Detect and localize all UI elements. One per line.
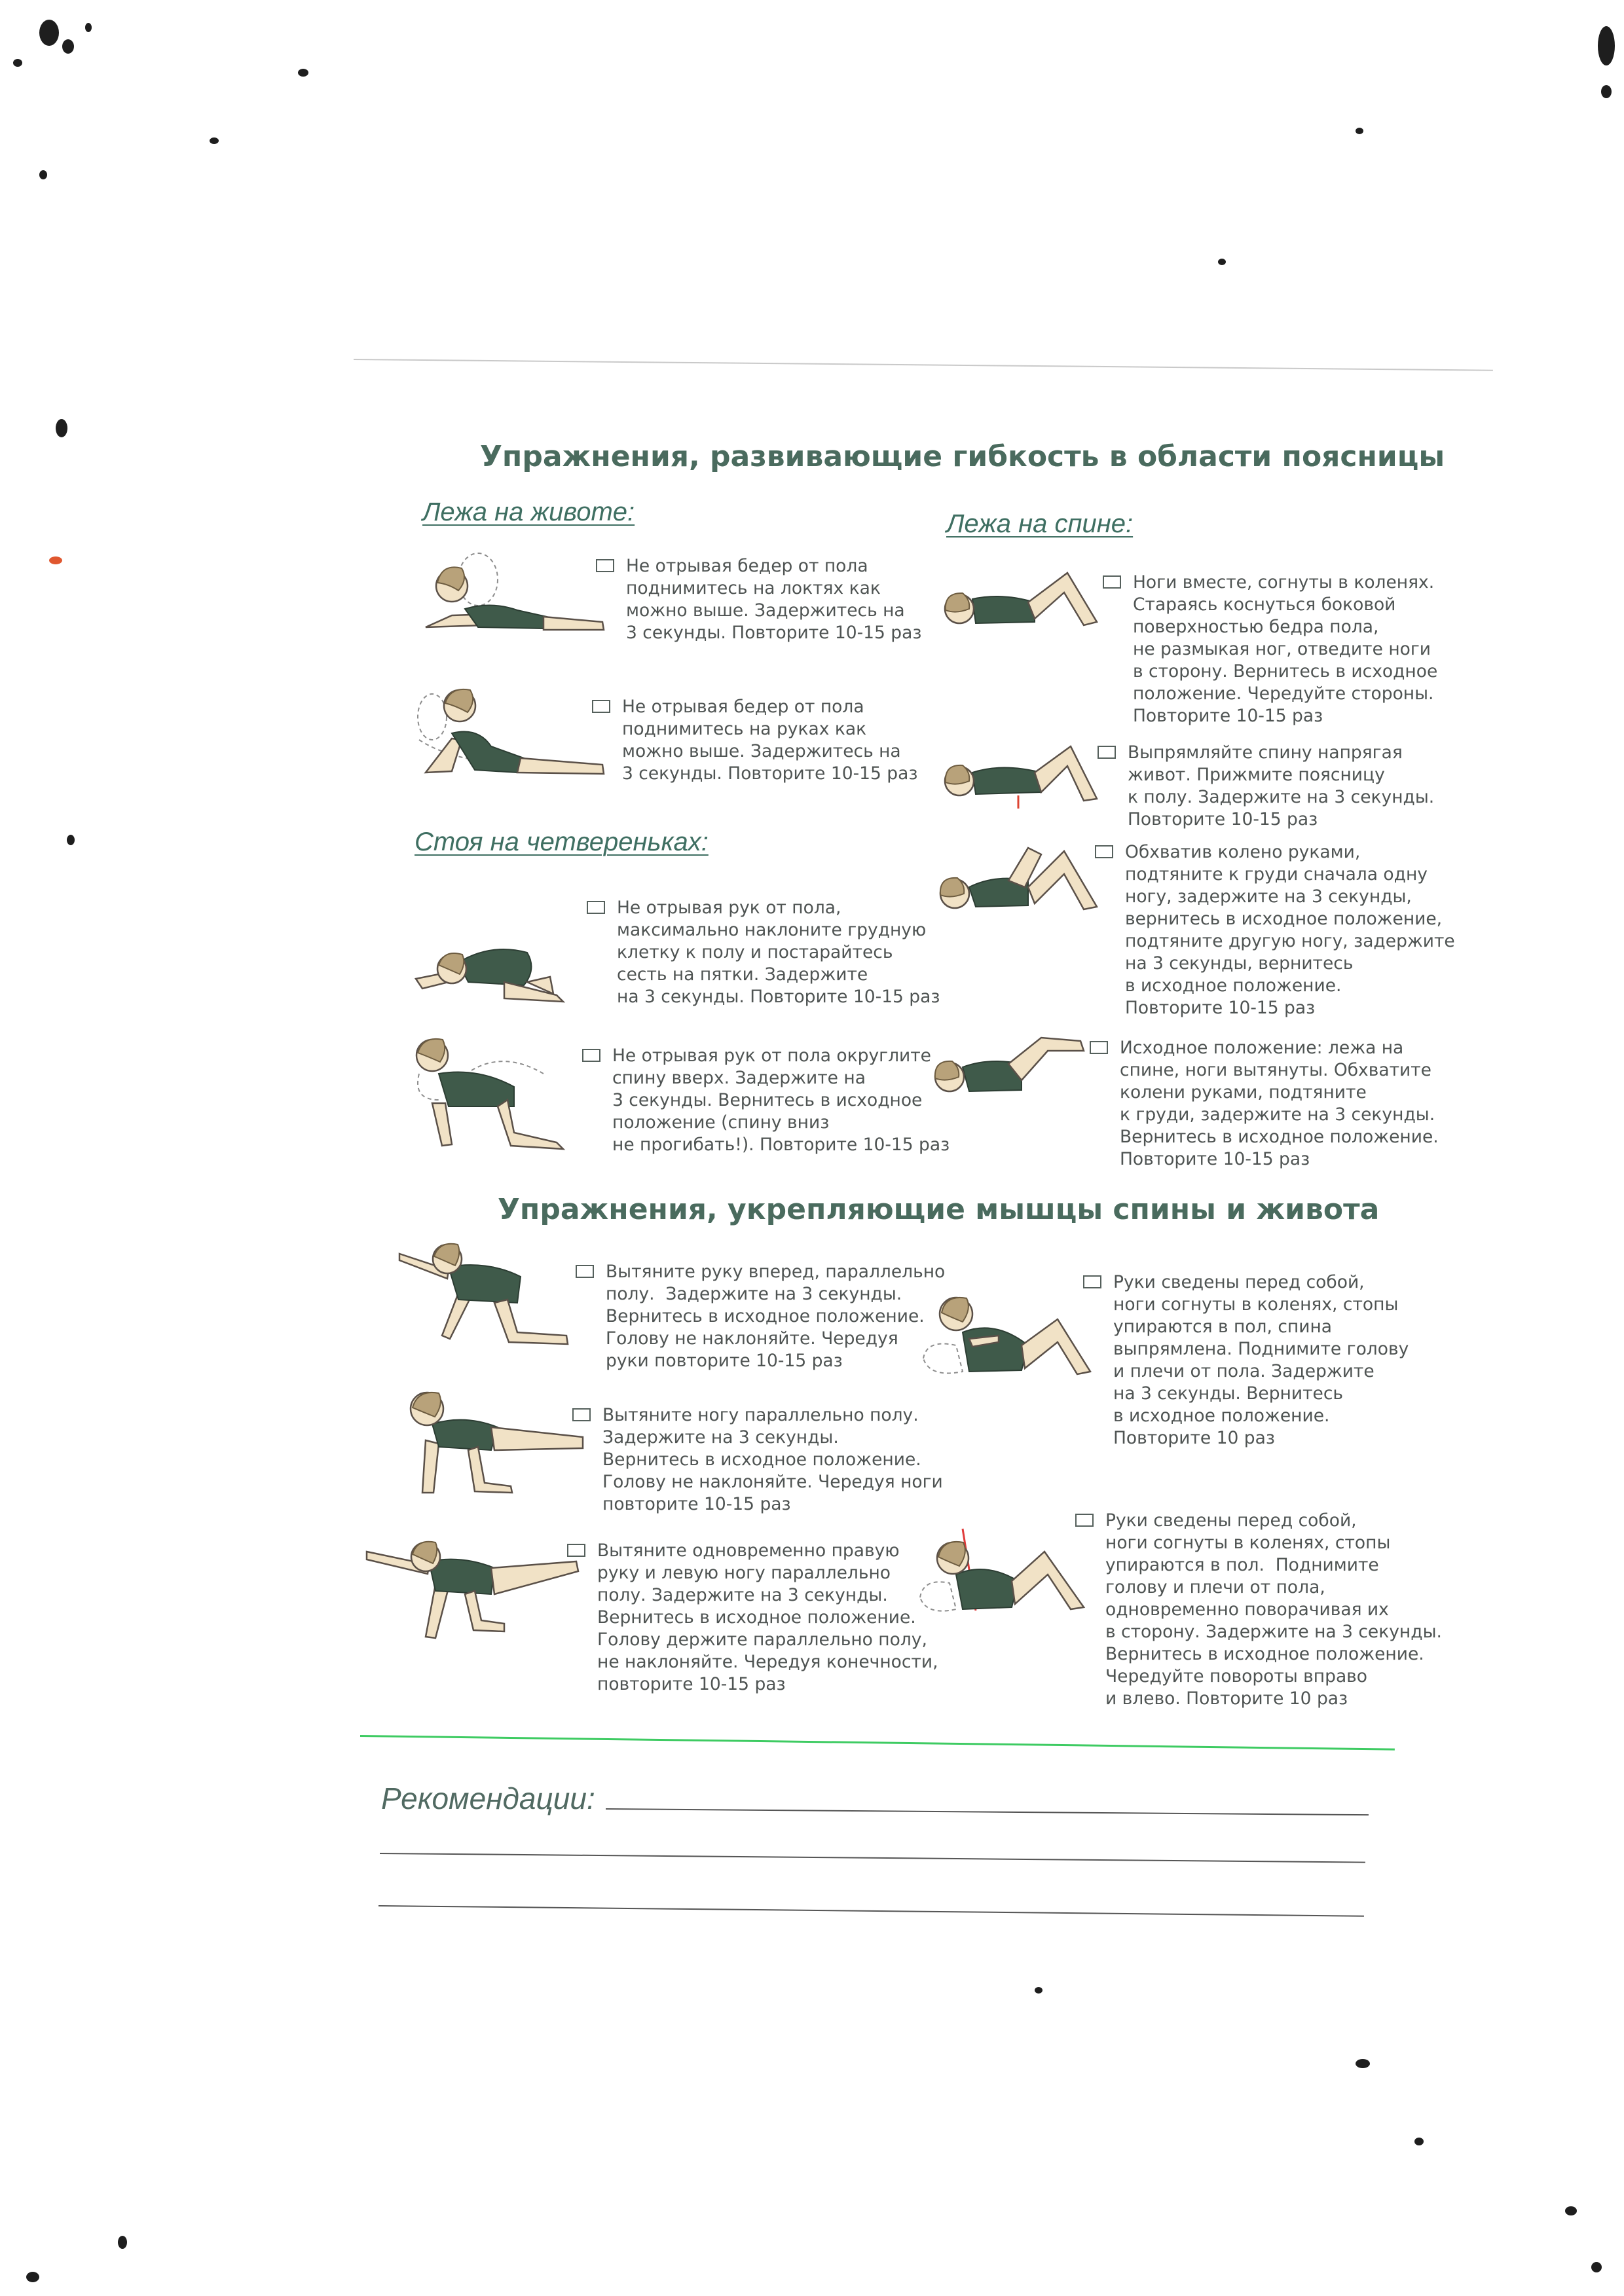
checkbox[interactable]	[592, 700, 610, 713]
speck	[1565, 2206, 1577, 2215]
checkbox[interactable]	[576, 1265, 594, 1278]
ex-strength-left-3-text[interactable]	[597, 1540, 938, 1696]
ex-strength-right-2-text[interactable]	[1105, 1510, 1442, 1710]
ex-text: Обхватив колено руками, подтяните к груди сначала одну ногу, задержите на 3 секунды, вернитесь в исходное положение, подтяните другую ногу, задержите на 3 секунды, вернитесь в исходное положение. Повторите 10-15 раз	[1125, 842, 1455, 1018]
ex-strength-right-1-text[interactable]	[1113, 1271, 1409, 1449]
speck	[1356, 128, 1363, 134]
ex-text: Вытяните одновременно правую руку и левую ногу параллельно полу. Задержите на 3 секунды. Вернитесь в исходное положение. Голову держите параллельно полу, не наклоняйте. Чередуя конечности, повторите 10-15 раз	[597, 1540, 938, 1694]
subhead-lying-back: Лежа на спине:	[946, 509, 1134, 538]
ex-text: Не отрывая рук от пола округлите спину вверх. Задержите на 3 секунды. Вернитесь в исходное положение (спину вниз не прогибать!). Повторите 10-15 раз	[612, 1046, 950, 1155]
figure-pelvic-tilt	[936, 737, 1107, 815]
ex-stomach-1-text[interactable]	[626, 555, 921, 644]
ex-back-3-text[interactable]	[1125, 841, 1455, 1019]
speck	[210, 137, 219, 144]
speck	[1356, 2059, 1370, 2068]
speck	[39, 20, 59, 46]
title-flexibility: Упражнения, развивающие гибкость в области поясницы	[480, 440, 1445, 473]
ex-stomach-2-text[interactable]	[622, 696, 917, 785]
ex-text: Ноги вместе, согнуты в коленях. Стараясь коснуться боковой поверхностью бедра пола, не размыкая ног, отведите ноги в сторону. Вернитесь в исходное положение. Чередуйте стороны. Повторите 10-15 раз	[1133, 572, 1438, 726]
recommendations-label: Рекомендации:	[381, 1781, 595, 1815]
checkbox[interactable]	[1083, 1275, 1101, 1288]
figure-single-knee-hug	[930, 841, 1107, 926]
subhead-all-fours: Стоя на четвереньках:	[415, 828, 709, 856]
figure-superman	[363, 1539, 580, 1643]
checkbox[interactable]	[1095, 845, 1113, 858]
figure-leg-raise	[393, 1388, 589, 1499]
speck	[67, 835, 75, 845]
figure-cat-back	[399, 1034, 583, 1152]
speck	[85, 23, 92, 32]
checkbox[interactable]	[1090, 1041, 1108, 1054]
title-strength: Упражнения, укрепляющие мышцы спины и живота	[498, 1193, 1380, 1226]
checkbox[interactable]	[1075, 1514, 1094, 1527]
figure-arm-raise	[396, 1241, 580, 1345]
ex-text: Исходное положение: лежа на спине, ноги вытянуты. Обхватите колени руками, подтяните к груди, задержите на 3 секунды. Вернитесь в исходное положение. Повторите 10-15 раз	[1120, 1038, 1439, 1169]
figure-prone-hands	[413, 681, 609, 786]
checkbox[interactable]	[1103, 575, 1121, 589]
checkbox[interactable]	[582, 1049, 600, 1062]
ex-strength-left-2-text[interactable]	[602, 1404, 943, 1516]
speck	[118, 2236, 127, 2249]
ex-text: Выпрямляйте спину напрягая живот. Прижмите поясницу к полу. Задержите на 3 секунды. Повторите 10-15 раз	[1128, 742, 1435, 829]
ex-strength-left-1-text[interactable]	[606, 1261, 945, 1372]
figure-double-knee-hug	[923, 1031, 1100, 1103]
ex-back-1-text[interactable]	[1133, 572, 1437, 727]
speck	[1591, 2262, 1602, 2272]
green-divider	[360, 1735, 1395, 1751]
ex-text: Не отрывая бедер от пола поднимитесь на локтях как можно выше. Задержитесь на 3 секунды. Повторите 10-15 раз	[626, 556, 922, 643]
speck	[1414, 2138, 1424, 2145]
ex-text: Руки сведены перед собой, ноги согнуты в коленях, стопы упираются в пол. Поднимите голову и плечи от пола, одновременно поворачивая их в сторону. Задержите на 3 секунды. Вернитесь в исходное положение. Чередуйте повороты вправо и влево. Повторите 10 раз	[1105, 1510, 1442, 1709]
recommendations-line-2[interactable]	[380, 1853, 1365, 1863]
speck	[1598, 26, 1615, 65]
recommendations-line-3[interactable]	[378, 1905, 1364, 1917]
ex-text: Вытяните ногу параллельно полу. Задержите на 3 секунды. Вернитесь в исходное положение. Голову не наклоняйте. Чередуя ноги повторите 10-15 раз	[602, 1405, 943, 1514]
subhead-lying-stomach: Лежа на животе:	[422, 498, 635, 526]
ex-text: Не отрывая бедер от пола поднимитесь на руках как можно выше. Задержитесь на 3 секунды. Повторите 10-15 раз	[622, 697, 918, 784]
ex-text: Не отрывая рук от пола, максимально наклоните грудную клетку к полу и постарайтесь сесть на пятки. Задержите на 3 секунды. Повторите 10-15 раз	[617, 898, 940, 1007]
ex-fours-1-text[interactable]	[617, 897, 940, 1008]
recommendations-line-1[interactable]	[606, 1808, 1369, 1815]
checkbox[interactable]	[1098, 746, 1116, 759]
ex-back-4-text[interactable]	[1120, 1037, 1439, 1171]
checkbox[interactable]	[572, 1408, 591, 1421]
speck	[26, 2272, 39, 2282]
speck	[1035, 1987, 1043, 1994]
ex-text: Руки сведены перед собой, ноги согнуты в коленях, стопы упираются в пол, спина выпрямлена. Поднимите голову и плечи от пола. Задержите на 3 секунды. Вернитесь в исходное положение. Повторите 10 раз	[1113, 1272, 1409, 1448]
figure-child-pose	[406, 917, 576, 1015]
ex-back-2-text[interactable]	[1128, 742, 1434, 831]
ex-fours-2-text[interactable]	[612, 1045, 950, 1156]
figure-crunch	[917, 1293, 1094, 1391]
speck	[49, 556, 62, 564]
top-divider	[354, 359, 1493, 371]
speck	[56, 419, 67, 437]
speck	[1601, 85, 1612, 98]
ex-text: Вытяните руку вперед, параллельно полу. Задержите на 3 секунды. Вернитесь в исходное положение. Голову не наклоняйте. Чередуя руки повторите 10-15 раз	[606, 1262, 946, 1371]
speck	[298, 69, 308, 77]
speck	[1218, 259, 1226, 265]
figure-knee-rotation	[936, 563, 1107, 635]
speck	[39, 170, 47, 179]
checkbox[interactable]	[587, 901, 605, 914]
speck	[13, 59, 22, 67]
figure-prone-elbows	[413, 543, 609, 642]
speck	[62, 39, 74, 54]
checkbox[interactable]	[596, 559, 614, 572]
checkbox[interactable]	[567, 1544, 585, 1557]
figure-oblique-crunch	[913, 1525, 1090, 1624]
